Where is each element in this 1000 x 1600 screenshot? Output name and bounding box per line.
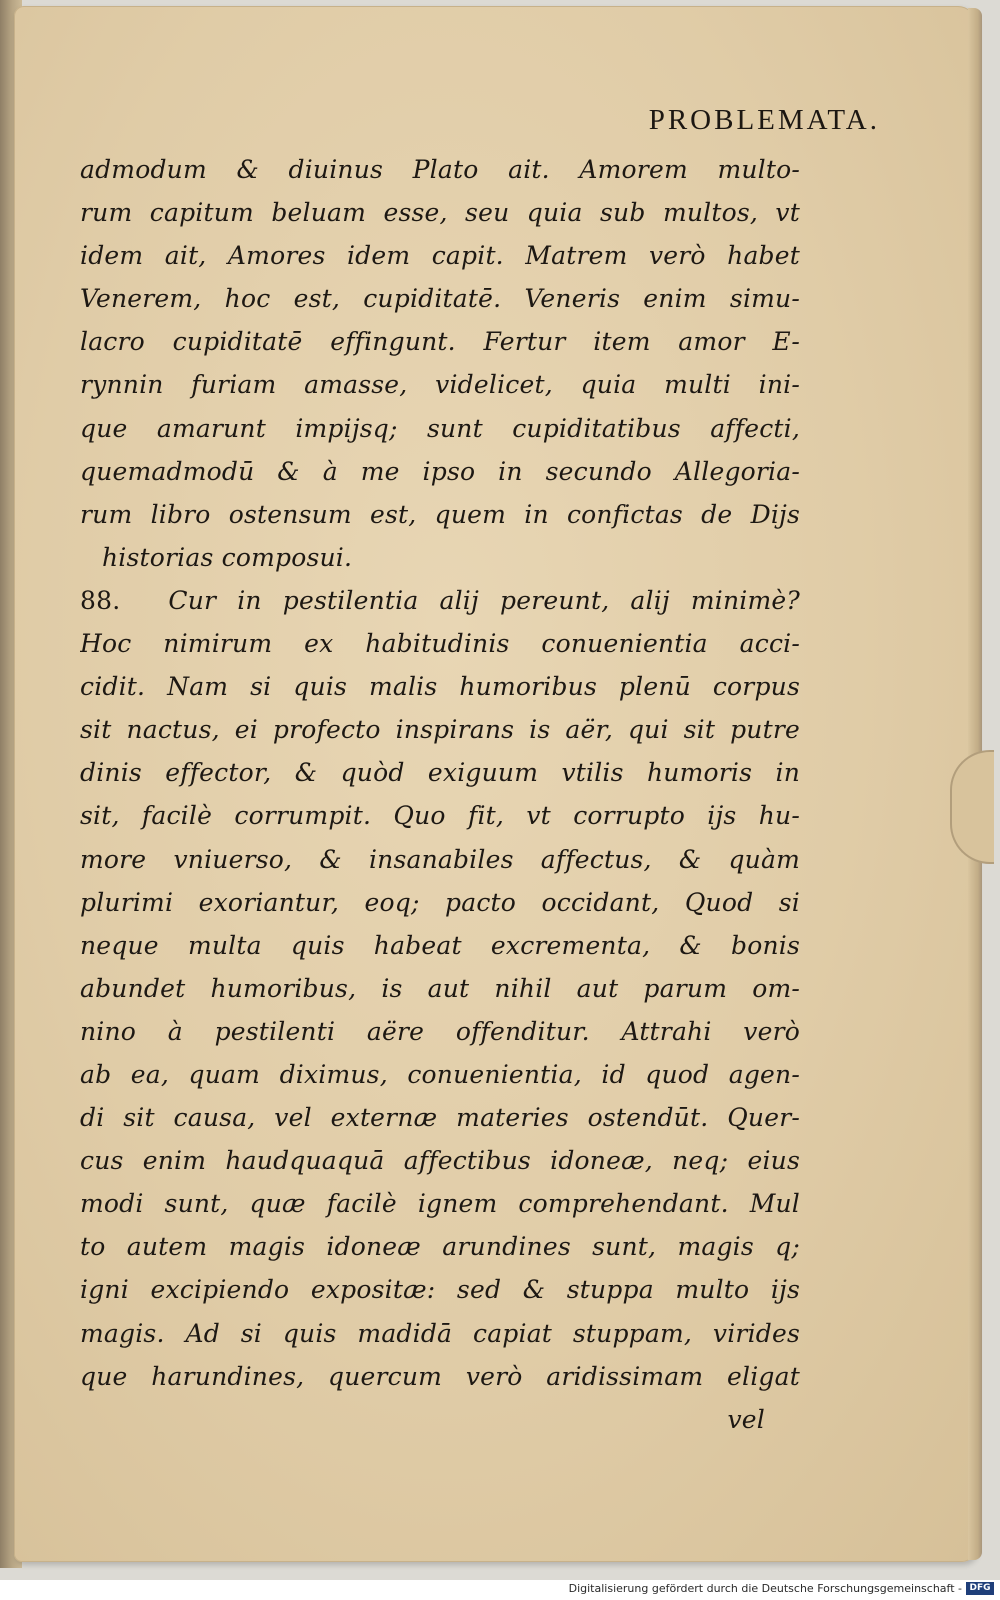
text-line: dinis effector, & quòd exiguum vtilis humoris in: [80, 758, 800, 788]
text-line: modi sunt, quæ facilè ignem comprehendant. Mul: [80, 1189, 800, 1219]
text-line: igni excipiendo expositæ: sed & stuppa multo ijs: [80, 1275, 800, 1305]
text-line: rum capitum beluam esse, seu quia sub multos, vt: [80, 198, 800, 228]
text-line: quemadmodū & à me ipso in secundo Allegoria-: [80, 456, 800, 486]
text-line: to autem magis idoneæ arundines sunt, magis q;: [80, 1232, 800, 1262]
page-body-text: [80, 148, 800, 1441]
text-line: nino à pestilenti aëre offenditur. Attrahi verò: [80, 1016, 800, 1046]
text-line: lacro cupiditatē effingunt. Fertur item amor E-: [80, 327, 800, 357]
text-line: cus enim haudquaquā affectibus idoneæ, neq; eius: [80, 1146, 800, 1176]
text-line: sit nactus, ei profecto inspirans is aër, qui sit putre: [80, 715, 800, 745]
section-heading-line: [80, 579, 800, 622]
running-head: PROBLEMATA.: [648, 104, 880, 136]
catchword: vel: [727, 1404, 765, 1434]
text-line: idem ait, Amores idem capit. Matrem verò habet: [80, 241, 800, 271]
dfg-logo-icon: DFG: [966, 1582, 994, 1595]
text-line: que harundines, quercum verò aridissimam eligat: [80, 1361, 800, 1391]
text-line: magis. Ad si quis madidā capiat stuppam, virides: [80, 1318, 800, 1348]
text-line: Venerem, hoc est, cupiditatē. Veneris enim simu-: [80, 284, 800, 314]
text-line: admodum & diuinus Plato ait. Amorem multo-: [80, 155, 800, 184]
text-line: ab ea, quam diximus, conuenientia, id quod agen-: [80, 1059, 800, 1089]
text-line: neque multa quis habeat excrementa, & bonis: [80, 930, 800, 960]
text-line: di sit causa, vel externæ materies ostendūt. Quer-: [80, 1103, 800, 1133]
text-line: sit, facilè corrumpit. Quo fit, vt corrupto ijs hu-: [80, 801, 800, 831]
section-question: Cur in pestilentia alij pereunt, alij minimè?: [168, 585, 800, 615]
text-line: Hoc nimirum ex habitudinis conuenientia acci-: [80, 629, 800, 659]
text-line: more vniuerso, & insanabiles affectus, & quàm: [80, 844, 800, 874]
text-line: rum libro ostensum est, quem in confictas de Dijs: [80, 499, 800, 529]
text-line: rynnin furiam amasse, videlicet, quia multi ini-: [80, 370, 800, 400]
digitization-credit: Digitalisierung gefördert durch die Deutsche Forschungsgemeinschaft -: [568, 1582, 962, 1595]
text-line: historias composui.: [102, 542, 353, 572]
text-line: plurimi exoriantur, eoq; pacto occidant, Quod si: [80, 887, 800, 917]
page-tab-shape: [950, 750, 994, 864]
text-line: que amarunt impijsq; sunt cupiditatibus affecti,: [80, 413, 800, 443]
section-number: 88.: [80, 585, 121, 615]
text-line: abundet humoribus, is aut nihil aut parum om-: [80, 973, 800, 1003]
text-line: cidit. Nam si quis malis humoribus plenū corpus: [80, 672, 800, 702]
